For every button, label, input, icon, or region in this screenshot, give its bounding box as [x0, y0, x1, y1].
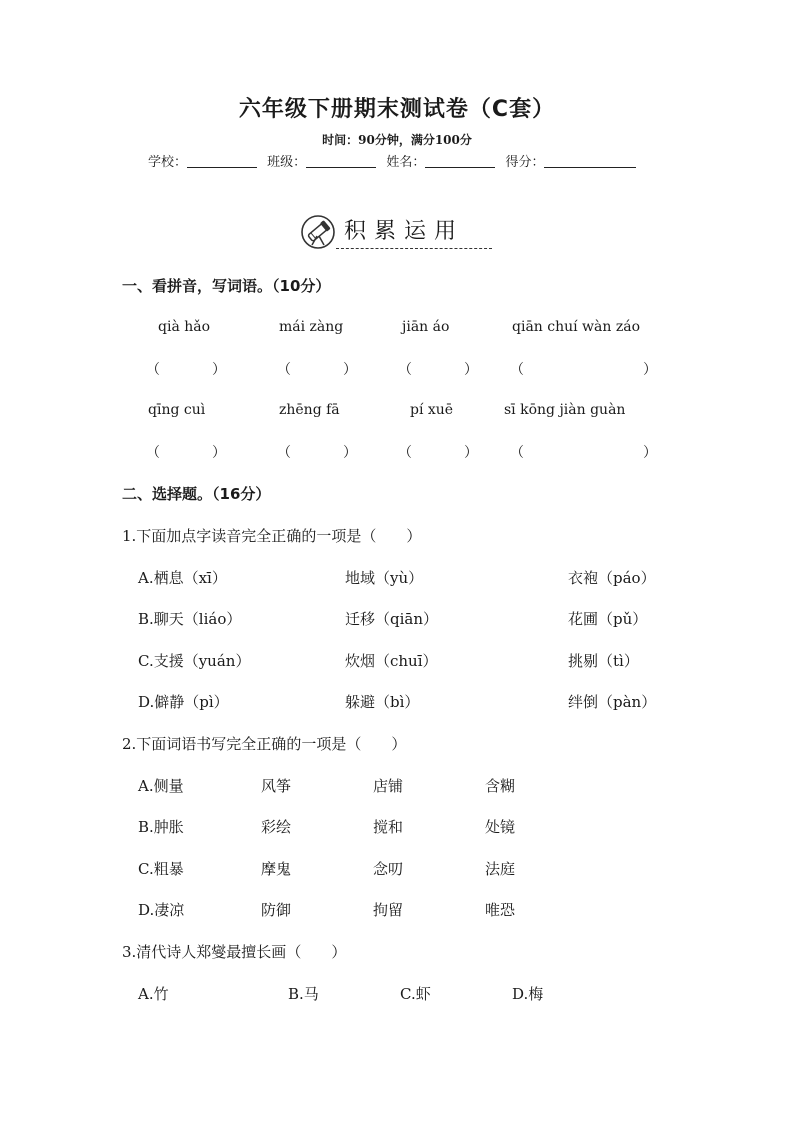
- answer-blank-1-close: ）: [212, 362, 226, 378]
- q1-option-d-2: 躲避（bì）: [345, 693, 420, 711]
- q2-option-a-3: 店铺: [373, 777, 404, 795]
- q2-option-b-1[interactable]: B.肿胀: [138, 818, 184, 836]
- answer-blank-4-close: ）: [643, 362, 657, 378]
- answer-blank-3-close: ）: [464, 362, 478, 378]
- exam-title: 六年级下册期末测试卷（C套）: [238, 97, 556, 122]
- q2-option-a-2: 风筝: [261, 777, 292, 795]
- class-label: 班级：: [267, 155, 307, 170]
- section-banner: [300, 210, 492, 254]
- answer-blank-5-close: ）: [212, 445, 226, 461]
- answer-blank-6-close: ）: [343, 445, 357, 461]
- name-label: 姓名：: [386, 155, 426, 170]
- q2-option-c-1[interactable]: C.粗暴: [138, 860, 184, 878]
- q2-option-c-3: 念叨: [373, 860, 404, 878]
- answer-blank-8-close: ）: [643, 445, 657, 461]
- answer-blank-2-close: ）: [343, 362, 357, 378]
- q2-option-b-3: 搅和: [373, 818, 404, 836]
- q2-option-d-4: 唯恐: [485, 901, 516, 919]
- q2-option-b-4: 处镜: [485, 818, 516, 836]
- q1-option-c-3: 挑剔（tì）: [568, 652, 639, 670]
- pinyin-6: zhēng fā: [279, 402, 340, 418]
- q1-option-b-3: 花圃（pǔ）: [568, 610, 648, 628]
- section-label: 积累运用: [344, 219, 465, 244]
- question-2: 2.下面词语书写完全正确的一项是（ ）: [122, 735, 407, 753]
- pinyin-8: sī kōng jiàn guàn: [504, 402, 626, 418]
- pinyin-7: pí xuē: [410, 402, 454, 418]
- pinyin-3: jiān áo: [402, 319, 450, 335]
- class-blank[interactable]: [306, 153, 376, 168]
- q2-option-c-4: 法庭: [485, 860, 516, 878]
- q1-option-a-3: 衣袍（páo）: [568, 569, 656, 587]
- school-label: 学校：: [148, 155, 188, 170]
- q1-option-c-2: 炊烟（chuī）: [345, 652, 438, 670]
- q2-option-a-1[interactable]: A.侧量: [138, 777, 184, 795]
- q1-option-d-1[interactable]: D.僻静（pì）: [138, 693, 229, 711]
- q1-option-d-3: 绊倒（pàn）: [568, 693, 657, 711]
- answer-blank-1-open[interactable]: （: [146, 362, 160, 378]
- answer-blank-2-open[interactable]: （: [277, 362, 291, 378]
- name-blank[interactable]: [425, 153, 495, 168]
- q3-option-d[interactable]: D.梅: [512, 985, 544, 1003]
- q1-option-b-1[interactable]: B.聊天（liáo）: [138, 610, 242, 628]
- score-blank[interactable]: [544, 153, 636, 168]
- exam-subtitle: 时间：90分钟，满分100分: [322, 133, 472, 147]
- q2-option-b-2: 彩绘: [261, 818, 292, 836]
- banner-underline: [336, 248, 492, 249]
- q3-option-c[interactable]: C.虾: [400, 985, 431, 1003]
- pinyin-5: qīng cuì: [148, 402, 206, 418]
- telescope-icon: [300, 214, 336, 250]
- answer-blank-7-open[interactable]: （: [398, 445, 412, 461]
- part2-heading: 二、选择题。（16分）: [122, 485, 271, 503]
- school-blank[interactable]: [187, 153, 257, 168]
- question-1: 1.下面加点字读音完全正确的一项是（ ）: [122, 527, 422, 545]
- answer-blank-4-open[interactable]: （: [510, 362, 524, 378]
- answer-blank-3-open[interactable]: （: [398, 362, 412, 378]
- q3-option-b[interactable]: B.马: [288, 985, 319, 1003]
- q2-option-a-4: 含糊: [485, 777, 516, 795]
- student-info-row: [148, 151, 642, 170]
- pinyin-4: qiān chuí wàn záo: [512, 319, 641, 335]
- q1-option-a-1[interactable]: A.栖息（xī）: [138, 569, 227, 587]
- q1-option-a-2: 地域（yù）: [345, 569, 424, 587]
- q3-option-a[interactable]: A.竹: [138, 985, 169, 1003]
- answer-blank-8-open[interactable]: （: [510, 445, 524, 461]
- pinyin-1: qià hǎo: [158, 319, 211, 335]
- score-label: 得分：: [505, 155, 545, 170]
- q2-option-c-2: 摩鬼: [261, 860, 292, 878]
- q2-option-d-3: 拘留: [373, 901, 404, 919]
- answer-blank-7-close: ）: [464, 445, 478, 461]
- pinyin-2: mái zàng: [279, 319, 344, 335]
- q2-option-d-2: 防御: [261, 901, 292, 919]
- q2-option-d-1[interactable]: D.凄凉: [138, 901, 185, 919]
- answer-blank-6-open[interactable]: （: [277, 445, 291, 461]
- question-3: 3.清代诗人郑燮最擅长画（ ）: [122, 943, 347, 961]
- part1-heading: 一、看拼音，写词语。（10分）: [122, 277, 331, 295]
- q1-option-b-2: 迁移（qiān）: [345, 610, 439, 628]
- answer-blank-5-open[interactable]: （: [146, 445, 160, 461]
- q1-option-c-1[interactable]: C.支援（yuán）: [138, 652, 251, 670]
